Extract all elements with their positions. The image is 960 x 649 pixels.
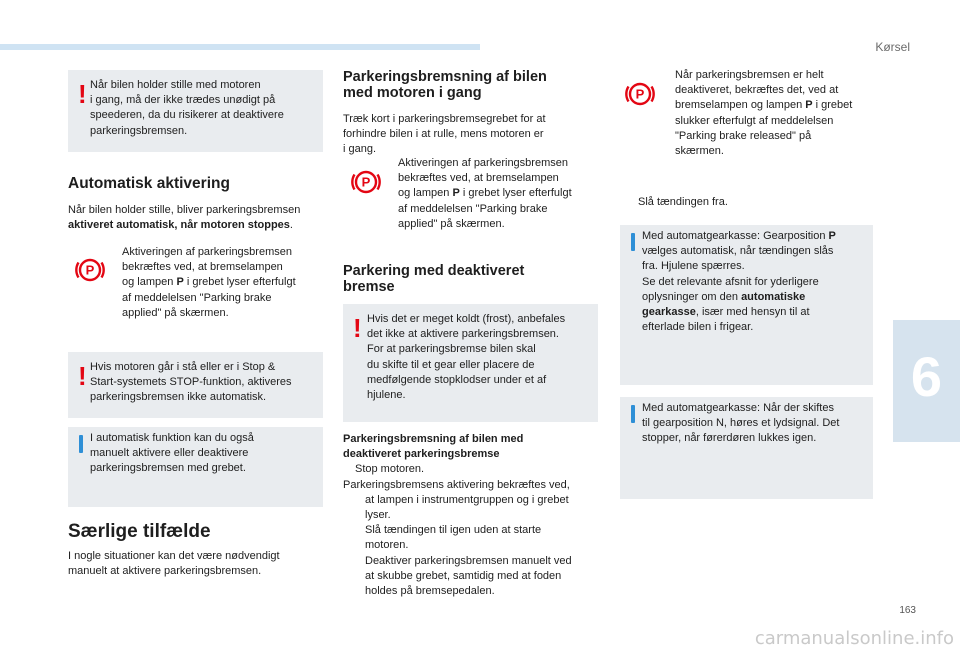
bold-text: P [828,230,836,242]
info-box-1 [68,427,323,507]
automatic-icon-text [122,245,327,321]
text-line: applied" på skærmen. [122,306,229,319]
text-span: og lampen [398,187,453,200]
info-icon [631,405,635,423]
text-line: Start-systemets STOP-funktion, aktiveres [90,376,292,389]
title-line: med motoren i gang [343,85,482,101]
text-line: Hvis motoren går i stå eller er i Stop & [90,361,276,373]
text-line: i gang. [343,143,377,156]
page-number: 163 [899,605,916,616]
text-line: forhindre bilen i at rulle, mens motoren er [343,128,544,141]
text-span: bremselampen og lampen [675,99,806,112]
title-line: Parkeringsbremsning af bilen [343,69,547,85]
bold-text: P [805,99,813,112]
text-line: I automatisk funktion kan du også [90,432,254,444]
text-line: stopper, når førerdøren lukkes igen. [642,432,817,445]
text-line: motoren. [365,539,409,552]
step-item [620,195,880,210]
parking-brake-icon [74,254,106,286]
text-line: at skubbe grebet, samtidig med at foden [365,569,562,582]
text-line: Når bilen holder stille med motoren [90,79,261,91]
info-icon [79,435,83,453]
parking-brake-icon [624,78,656,110]
bullet-icon [620,195,632,210]
text-line: du skifte til et gear eller placere de [367,358,535,371]
text-line [398,186,598,201]
warning-text [90,78,320,139]
text-line [642,305,870,320]
svg-text:P: P [635,86,645,102]
info-text [642,229,870,335]
text-span: og lampen [122,276,177,289]
text-line [122,275,327,290]
text-line: bekræftes ved, at bremselampen [122,261,283,274]
text-line: Hvis det er meget koldt (frost), anbefales [367,313,566,325]
info-text [642,401,870,447]
text-line: medfølgende stopklodser under et af [367,373,547,386]
warning-box-1 [68,70,323,152]
title-line: Parkering med deaktiveret [343,263,525,279]
text-line: vælges automatisk, når tændingen slås [642,245,834,258]
text-line: fra. Hjulene spærres. [642,260,745,273]
section-title-automatic: Automatisk aktivering [68,175,230,192]
bold-text: P [176,276,184,289]
text-line [642,290,870,305]
warning-box-3 [343,304,598,422]
text-line: af meddelelsen "Parking brake [398,202,548,215]
text-line: Med automatgearkasse: Når der skiftes [642,402,834,414]
special-cases-text [68,549,328,579]
text-line: manuelt aktivere eller deaktivere [90,447,249,460]
title-line: Parkeringsbremsning af bilen med [343,433,524,445]
text-line: speederen, da du risikerer at deaktivere [90,109,284,122]
text-line: at lampen i instrumentgruppen og i grebet [365,493,569,506]
text-line: Se det relevante afsnit for yderligere [642,275,819,288]
section-title-engine-running [343,69,547,101]
text-line: For at parkeringsbremse bilen skal [367,343,536,356]
text-line: hjulene. [367,389,406,402]
text-span: Med automatgearkasse: Gearposition [642,230,829,242]
text-line: Når parkeringsbremsen er helt [675,69,824,81]
text-line: Træk kort i parkeringsbremsegrebet for at [343,113,546,125]
text-span: , især med hensyn til at [695,306,810,319]
text-span: oplysninger om den [642,290,742,303]
step-text: Stop motoren. [355,463,425,476]
text-line: det ikke at aktivere parkeringsbremsen. [367,328,559,341]
automatic-intro [68,203,328,233]
text-line: parkeringsbremsen. [90,124,188,137]
released-icon-text [675,68,880,159]
text-line: aktiveret automatisk, når motoren stoppes. [68,219,293,232]
svg-text:P: P [361,174,371,190]
step-text: Deaktiver parkeringsbremsen manuelt ved [365,554,572,567]
text-line: til gearposition N, høres et lydsignal. Det [642,417,840,430]
warning-text [367,312,595,403]
text-line: parkeringsbremsen med grebet. [90,462,246,475]
watermark: carmanualsonline.info [754,628,954,649]
chapter-number: 6 [910,345,943,408]
info-text [90,431,318,477]
text-line: i gang, må der ikke trædes unødigt på [90,94,276,107]
text-line: efterlade bilen i frigear. [642,321,754,334]
engine-running-icon-text [398,156,598,232]
text-line [642,229,870,244]
text-line: bekræftes ved, at bremselampen [398,172,559,185]
text-line: "Parking brake released" på [675,129,812,142]
text-span: i grebet lyser efterfulgt [183,276,296,289]
text-line: I nogle situationer kan det være nødvendigt [68,550,280,562]
bullet-icon [343,523,355,538]
warning-icon: ! [78,79,87,109]
info-icon [631,233,635,251]
bold-text: aktiveret automatisk, når motoren stoppes [68,219,290,232]
title-line: deaktiveret parkeringsbremse [343,448,500,461]
info-box-3 [620,397,873,499]
text-line: Aktiveringen af parkeringsbremsen [122,246,292,258]
text-line [675,98,880,113]
text-line: skærmen. [675,145,724,158]
section-title-special-cases: Særlige tilfælde [68,521,211,542]
engine-running-intro [343,112,593,158]
text-line: holdes på bremsepedalen. [365,585,495,598]
step-text: Slå tændingen fra. [638,196,728,208]
bullet-icon [343,554,355,569]
bold-text: automatiske [741,290,806,303]
step-item [343,554,603,569]
step-text: Slå tændingen til igen uden at starte [365,524,542,537]
section-title-parking-deactivated [343,263,524,295]
procedure-title [343,432,603,462]
deactivated-procedure [343,432,603,599]
text-line: slukker efterfulgt af meddelelsen [675,114,834,127]
text-line: Parkeringsbremsens aktivering bekræftes ved, [343,478,570,491]
text-line: Aktiveringen af parkeringsbremsen [398,157,568,169]
text-line: parkeringsbremsen ikke automatisk. [90,391,267,404]
text-line: af meddelelsen "Parking brake [122,291,272,304]
title-line: bremse [343,279,395,295]
bullet-icon [343,462,355,477]
section-label: Kørsel [875,40,910,54]
warning-icon: ! [353,313,362,343]
text-span: i grebet [812,99,853,112]
warning-text [90,360,322,406]
text-line: Når bilen holder stille, bliver parkeringsbremsen [68,204,301,216]
warning-box-2 [68,352,323,418]
header-accent-bar [0,44,480,50]
step-item [343,523,603,538]
svg-text:P: P [85,262,95,278]
parking-brake-icon [350,166,382,198]
text-line: manuelt at aktivere parkeringsbremsen. [68,565,262,578]
info-box-2 [620,225,873,385]
bold-text: gearkasse [642,306,696,319]
step-item [343,462,603,477]
text-line: deaktiveret, bekræftes det, ved at [675,84,839,97]
text-line: lyser. [365,509,391,522]
warning-icon: ! [78,361,87,391]
text-line: applied" på skærmen. [398,217,505,230]
bold-text: P [452,187,460,200]
text-span: i grebet lyser efterfulgt [459,187,572,200]
